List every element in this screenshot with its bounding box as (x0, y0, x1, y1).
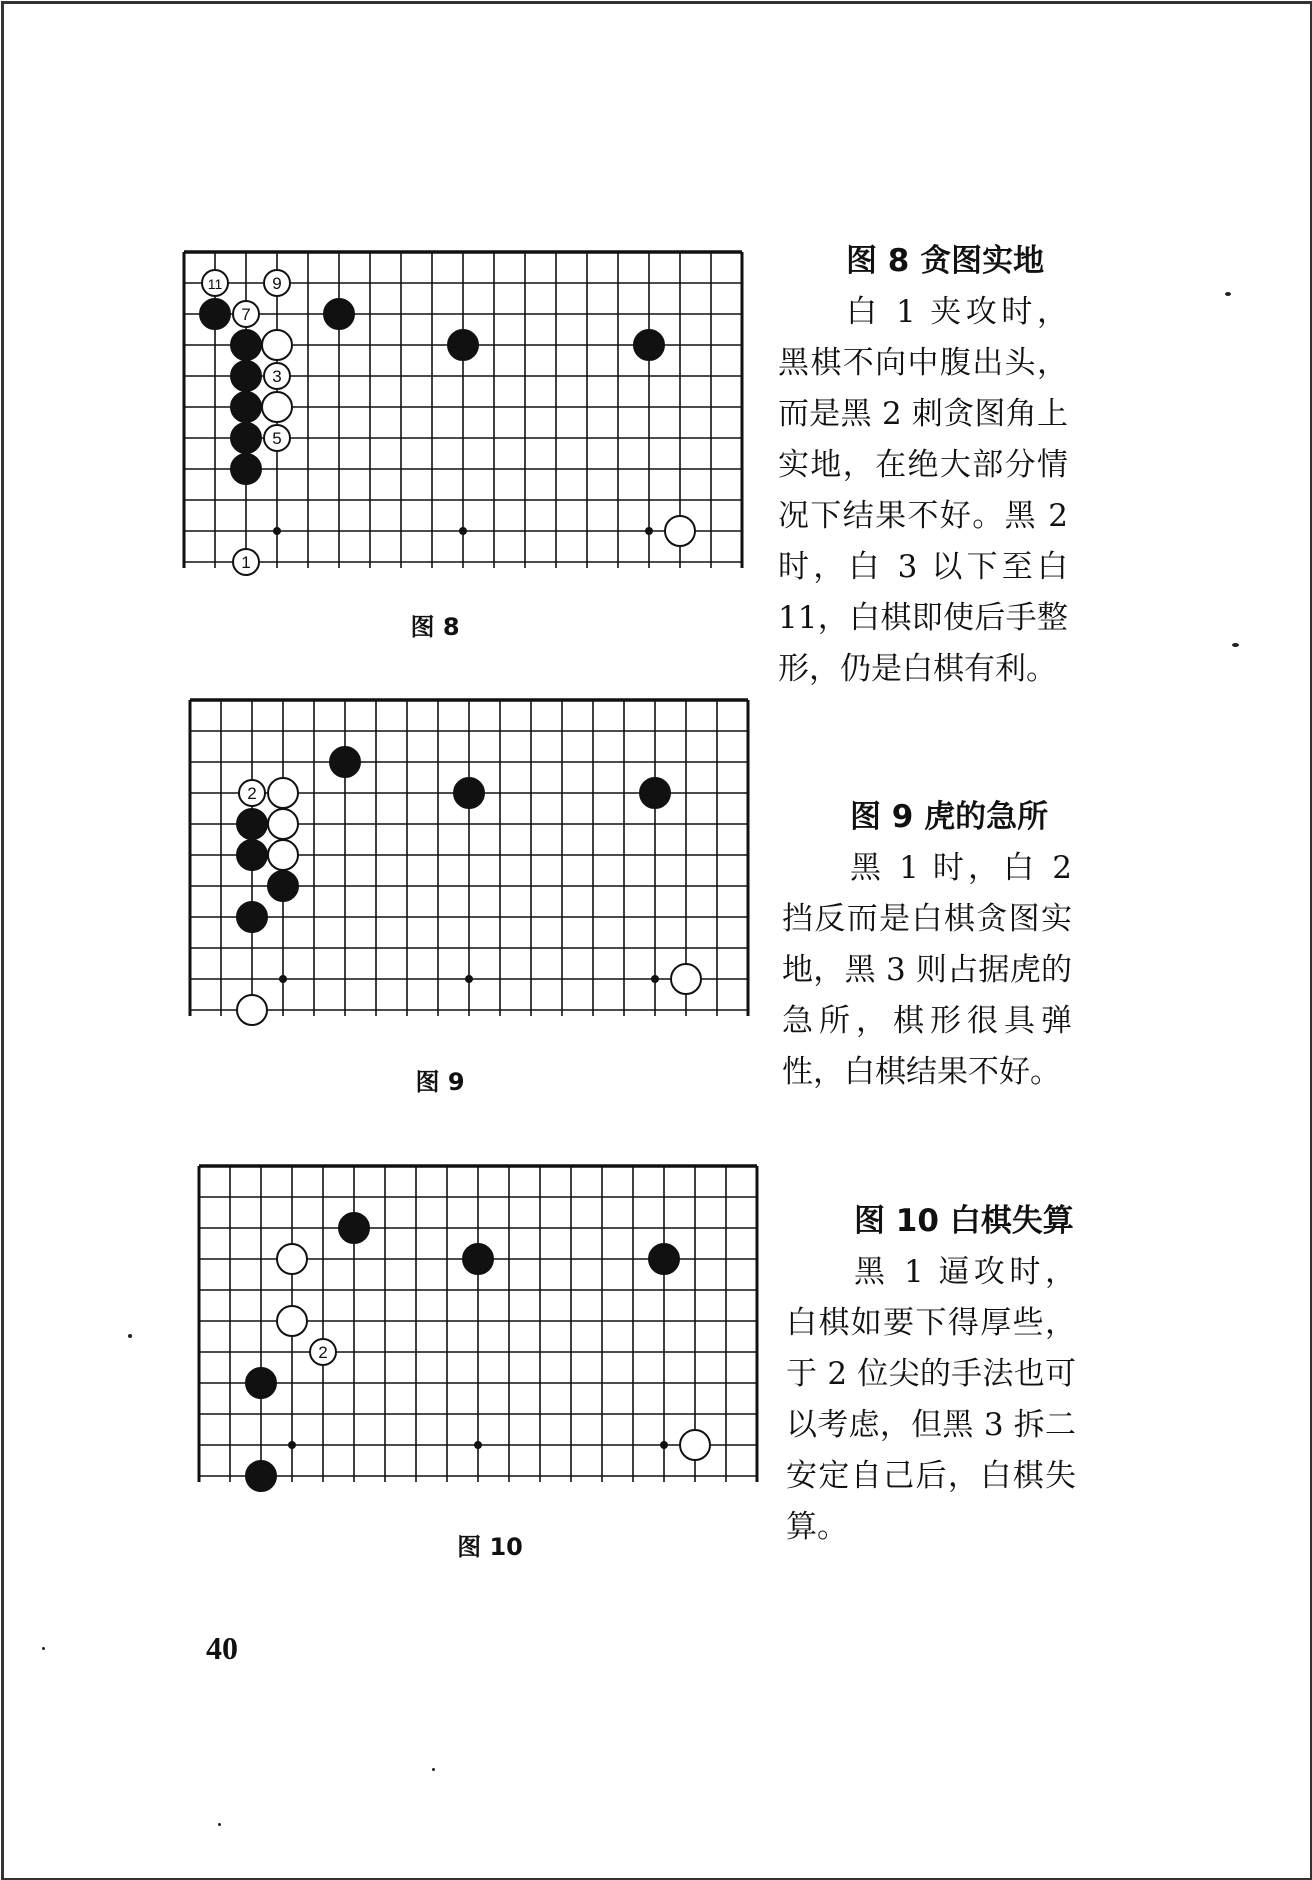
stone-disc (634, 330, 664, 360)
stone-move-number: 2 (247, 784, 257, 803)
commentary-heading-10: 图 10 白棋失算 (854, 1203, 1074, 1239)
stone-disc (262, 330, 292, 360)
white-stone (264, 363, 290, 389)
black-stone (237, 902, 267, 932)
stone-disc (262, 392, 292, 422)
commentary-body-9: 黑 1 时，白 2 挡反而是白棋贪图实地，黑 3 则占据虎的急所，棋形很具弹性，白棋结果不好。 (782, 850, 1072, 1090)
stone-move-number: 11 (207, 276, 223, 292)
go-board-fig8 (180, 248, 750, 580)
stone-disc (246, 1461, 276, 1491)
white-stone (665, 516, 695, 546)
commentary-body-8: 白 1 夹攻时，黑棋不向中腹出头，而是黑 2 刺贪图角上实地，在绝大部分情况下结果不好。黑 2 时，白 3 以下至白 11，白棋即使后手整形，仍是白棋有利。 (778, 294, 1068, 687)
star-point (651, 975, 659, 983)
white-stone (202, 270, 228, 296)
stone-disc (231, 423, 261, 453)
black-stone (649, 1244, 679, 1274)
star-point (660, 1441, 668, 1449)
stone-disc (268, 778, 298, 808)
star-point (459, 527, 467, 535)
stone-disc (680, 1430, 710, 1460)
black-stone (231, 392, 261, 422)
white-stone (262, 392, 292, 422)
black-stone (246, 1368, 276, 1398)
white-stone (237, 995, 267, 1025)
stone-disc (268, 840, 298, 870)
stone-disc (665, 516, 695, 546)
stone-disc (330, 747, 360, 777)
figure-caption-10: 图 10 (457, 1533, 523, 1561)
stone-disc (237, 809, 267, 839)
stone-disc (339, 1213, 369, 1243)
scan-speck (1225, 292, 1231, 296)
star-point (645, 527, 653, 535)
white-stone (671, 964, 701, 994)
stone-disc (231, 454, 261, 484)
white-stone (310, 1339, 336, 1365)
white-stone (264, 270, 290, 296)
stone-disc (237, 902, 267, 932)
stone-disc (463, 1244, 493, 1274)
stone-disc (246, 1368, 276, 1398)
white-stone (268, 840, 298, 870)
black-stone (454, 778, 484, 808)
black-stone (200, 299, 230, 329)
commentary-fig9 (782, 792, 1072, 1098)
go-board-fig10 (195, 1162, 765, 1494)
white-stone (233, 301, 259, 327)
white-stone (680, 1430, 710, 1460)
white-stone (268, 778, 298, 808)
star-point (279, 975, 287, 983)
black-stone (463, 1244, 493, 1274)
black-stone (634, 330, 664, 360)
stone-disc (231, 361, 261, 391)
commentary-body-10: 黑 1 逼攻时，白棋如要下得厚些，于 2 位尖的手法也可以考虑，但黑 3 拆二安定自己后，白棋失算。 (786, 1254, 1076, 1545)
stone-disc (268, 871, 298, 901)
go-board-fig9 (186, 696, 756, 1028)
stone-disc (200, 299, 230, 329)
stone-disc (277, 1244, 307, 1274)
stone-move-number: 5 (272, 429, 282, 448)
stone-disc (448, 330, 478, 360)
black-stone (324, 299, 354, 329)
black-stone (237, 809, 267, 839)
stone-disc (237, 840, 267, 870)
stone-disc (231, 330, 261, 360)
black-stone (237, 840, 267, 870)
commentary-heading-8: 图 8 贪图实地 (846, 243, 1045, 279)
commentary-fig8 (778, 236, 1068, 695)
black-stone (231, 423, 261, 453)
figure-caption-9: 图 9 (415, 1068, 465, 1096)
white-stone (277, 1244, 307, 1274)
scan-speck (218, 1823, 221, 1826)
white-stone (277, 1306, 307, 1336)
star-point (273, 527, 281, 535)
commentary-heading-9: 图 9 虎的急所 (850, 799, 1049, 835)
black-stone (330, 747, 360, 777)
black-stone (268, 871, 298, 901)
star-point (474, 1441, 482, 1449)
stone-move-number: 9 (272, 274, 282, 293)
star-point (465, 975, 473, 983)
white-stone (264, 425, 290, 451)
stone-disc (671, 964, 701, 994)
stone-move-number: 2 (318, 1343, 328, 1362)
black-stone (640, 778, 670, 808)
commentary-fig10 (786, 1196, 1076, 1553)
black-stone (448, 330, 478, 360)
black-stone (246, 1461, 276, 1491)
scan-speck (128, 1334, 132, 1338)
stone-move-number: 7 (241, 305, 251, 324)
white-stone (268, 809, 298, 839)
stone-disc (324, 299, 354, 329)
scan-speck (42, 1647, 45, 1650)
stone-disc (649, 1244, 679, 1274)
star-point (288, 1441, 296, 1449)
stone-disc (454, 778, 484, 808)
stone-disc (268, 809, 298, 839)
scan-speck (1232, 643, 1239, 647)
black-stone (231, 454, 261, 484)
stone-move-number: 1 (241, 553, 251, 572)
white-stone (233, 549, 259, 575)
stone-disc (231, 392, 261, 422)
white-stone (262, 330, 292, 360)
black-stone (339, 1213, 369, 1243)
stone-disc (237, 995, 267, 1025)
stone-disc (277, 1306, 307, 1336)
white-stone (239, 780, 265, 806)
figure-caption-8: 图 8 (410, 613, 460, 641)
scan-speck (432, 1768, 435, 1771)
page-number: 40 (206, 1630, 238, 1666)
stone-move-number: 3 (272, 367, 282, 386)
black-stone (231, 361, 261, 391)
stone-disc (640, 778, 670, 808)
black-stone (231, 330, 261, 360)
